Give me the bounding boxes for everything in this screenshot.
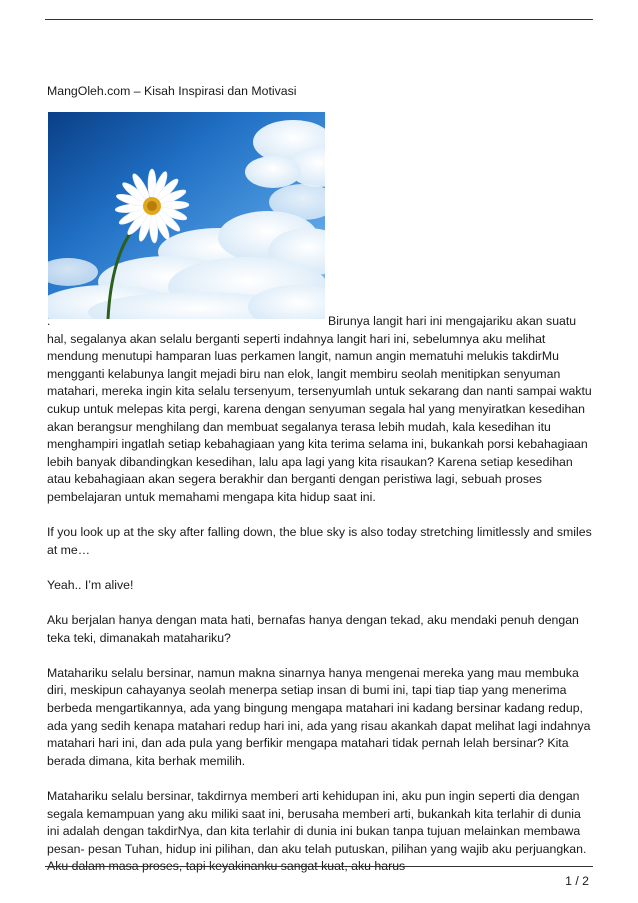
footer-rule <box>45 866 593 867</box>
article-paragraph: Yeah.. I’m alive! <box>47 577 134 592</box>
header-rule <box>45 19 593 20</box>
article-paragraph <box>47 313 595 507</box>
site-title: MangOleh.com – Kisah Inspirasi dan Motivasi <box>47 84 297 98</box>
article-body <box>47 313 595 894</box>
daisy-sky-image <box>48 112 325 319</box>
article-paragraph: If you look up at the sky after falling down, the blue sky is also today stretching limitlessly and smiles at me… <box>47 525 592 557</box>
page-number: 1 / 2 <box>565 874 589 888</box>
article-paragraph: Matahariku selalu bersinar, namun makna sinarnya hanya mengenai mereka yang mau membuka diri, meskipun cahayanya seolah menerpa setiap insan di bumi ini, tapi tiap tiap yang menerima berbeda mengartikannya, ada yang bingung mengapa matahari ini kadang bersinar kadang redup, ada yang sedih kenapa matahari redup hari ini, ada yang risau akankah dapat melihat lagi indahnya matahari hari ini, dan ada pula yang berfikir mengapa matahari tidak pernah lelah bersinar? Kita berada dimana, kita berhak memilih. <box>47 665 591 768</box>
article-paragraph: Matahariku selalu bersinar, takdirnya memberi arti kehidupan ini, aku pun ingin seperti dia dengan segala kemampuan yang aku miliki saat ini, berusaha memberi arti, bukankah kita terlahir di dunia ini adalah dengan takdirNya, dan kita terlahir di dunia ini bukan tanpa tujuan melainkan membawa pesan- pesan Tuhan, hidup ini pilihan, dan aku telah putuskan, pilihan yang wajib aku perjuangkan. Aku dalam masa proses, tapi keyakinanku sangat kuat, aku harus <box>47 789 587 874</box>
paragraph-text: Birunya langit hari ini mengajariku akan suatu hal, segalanya akan selalu berganti seperti indahnya langit hari ini, sebelumnya aku melihat mendung menutupi hamparan luas perkamen langit, namun angin mematuhi melukis takdirMu mengganti kelabunya langit mejadi biru nan elok, langit membiru seolah menitipkan senyuman matahari, mereka ingin kita selalu tersenyum, tersenyumlah untuk sekarang dan nanti sampai waktu cukup untuk melepas kita pergi, karena dengan senyuman segala hal yang menyiratkan kesedihan akan berangsur menghilang dan membuat segalanya terasa lebih mudah, kala kesedihan itu menghampiri ingatlah setiap kebahagiaan yang kita terima selama ini, bukankah porsi kebahagiaan lebih banyak dibandingkan kesedihan, lalu apa lagi yang kita risaukan? Karena setiap kesedihan atau kebahagiaan akan segera berakhir dan berganti dengan peristiwa lagi, sebuah proses pembelajaran untuk memahami mengapa kita hidup saat ini. <box>47 314 592 504</box>
image-anchor-marker: . <box>47 314 51 328</box>
article-paragraph: Aku berjalan hanya dengan mata hati, bernafas hanya dengan tekad, aku mendaki penuh dengan teka teki, dimanakah matahariku? <box>47 613 579 645</box>
